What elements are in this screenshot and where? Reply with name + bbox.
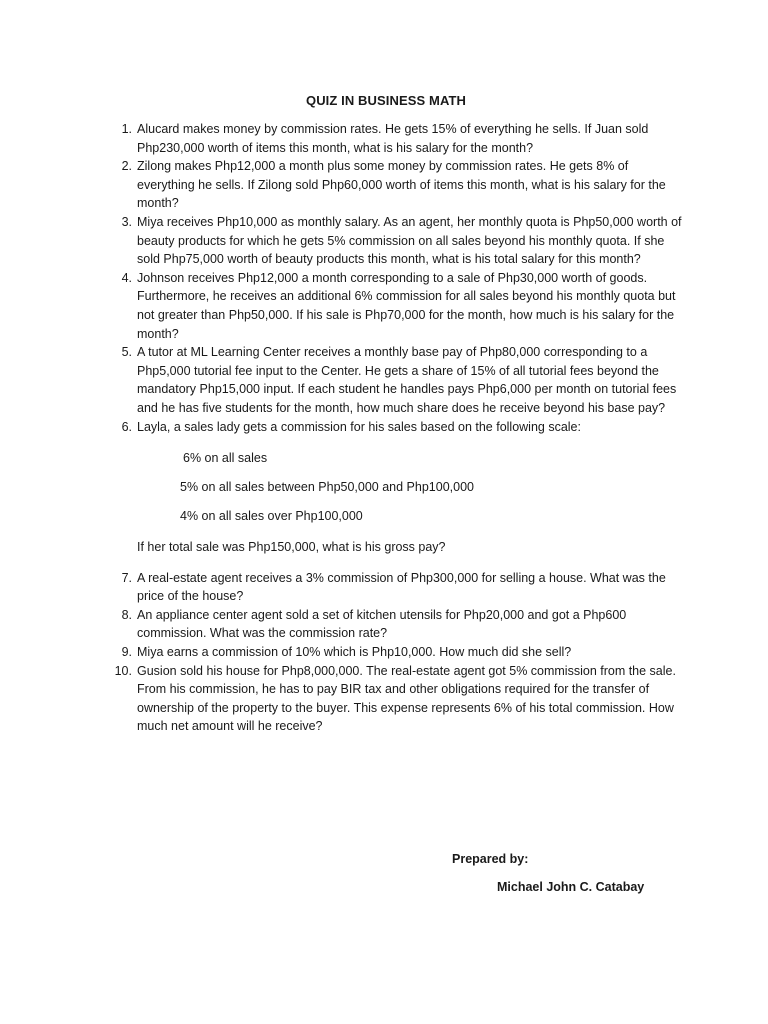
question-item-1 bbox=[108, 120, 688, 157]
question-item-6 bbox=[108, 418, 688, 557]
question-number: 2. bbox=[121, 159, 132, 174]
question-text: Gusion sold his house for Php8,000,000. The real-estate agent got 5% commission from the sale. From his commission, he has to pay BIR tax and other obligations required for the transfer of ownership of the property to the buyer. This expense represents 6% of his total commission. How much net amount will he receive? bbox=[137, 663, 676, 734]
question-text: A real-estate agent receives a 3% commission of Php300,000 for selling a house. What was the price of the house? bbox=[137, 570, 666, 604]
question-followup: If her total sale was Php150,000, what is his gross pay? bbox=[137, 540, 446, 555]
question-text: Miya receives Php10,000 as monthly salary. As an agent, her monthly quota is Php50,000 worth of beauty products for which he gets 5% commission on all sales beyond his monthly quota. If she sold Php75,000 worth of beauty products this month, what is his total salary for this month? bbox=[137, 214, 682, 267]
question-number: 3. bbox=[121, 214, 132, 229]
question-text: An appliance center agent sold a set of kitchen utensils for Php20,000 and got a Php600 commission. What was the commission rate? bbox=[137, 607, 627, 641]
scale-item: 4% on all sales over Php100,000 bbox=[180, 509, 363, 524]
question-number: 1. bbox=[121, 122, 132, 136]
scale-item: 5% on all sales between Php50,000 and Php100,000 bbox=[180, 480, 474, 495]
question-text: A tutor at ML Learning Center receives a monthly base pay of Php80,000 corresponding to a Php5,000 tutorial fee input to the Center. He gets a share of 15% of all tutorial fees beyond the mandatory Php15,000 input. If each student he handles pays Php6,000 per month on tutorial fees and he has five students for the month, how much share does he receive beyond his base pay? bbox=[137, 345, 677, 415]
scale-item: 6% on all sales bbox=[183, 451, 268, 466]
question-text: Miya earns a commission of 10% which is Php10,000. How much did she sell? bbox=[137, 645, 572, 660]
question-item-9 bbox=[108, 643, 688, 662]
question-item-2 bbox=[108, 157, 688, 213]
question-text: Johnson receives Php12,000 a month corresponding to a sale of Php30,000 worth of goods. Furthermore, he receives an additional 6% commission for all sales beyond his monthly quota but not greater than Php50,000. If his sale is Php70,000 for the month, how much is his salary for the month? bbox=[137, 270, 676, 341]
question-number: 9. bbox=[121, 645, 132, 660]
page-title: QUIZ IN BUSINESS MATH bbox=[305, 93, 467, 108]
question-text: Layla, a sales lady gets a commission for his sales based on the following scale: bbox=[137, 419, 581, 434]
question-number: 10. bbox=[114, 663, 132, 678]
question-number: 8. bbox=[121, 607, 132, 622]
signature-block bbox=[452, 852, 644, 894]
author-name: Michael John C. Catabay bbox=[497, 880, 645, 894]
question-number: 4. bbox=[121, 270, 132, 285]
question-item-10 bbox=[108, 662, 688, 736]
question-item-7 bbox=[108, 569, 688, 606]
question-number: 6. bbox=[121, 419, 132, 434]
question-item-4 bbox=[108, 269, 688, 343]
question-text: Alucard makes money by commission rates. He gets 15% of everything he sells. If Juan sold Php230,000 worth of items this month, what is his salary for the month? bbox=[137, 122, 649, 155]
question-item-3 bbox=[108, 213, 688, 269]
question-item-8 bbox=[108, 606, 688, 643]
question-number: 5. bbox=[121, 345, 132, 360]
question-text: Zilong makes Php12,000 a month plus some money by commission rates. He gets 8% of everything he sells. If Zilong sold Php60,000 worth of items this month, what is his salary for the month? bbox=[137, 159, 666, 211]
question-list bbox=[108, 120, 688, 736]
question-number: 7. bbox=[121, 570, 132, 585]
prepared-by-label: Prepared by: bbox=[452, 852, 529, 866]
question-item-5 bbox=[108, 343, 688, 417]
commission-scale bbox=[137, 444, 688, 531]
